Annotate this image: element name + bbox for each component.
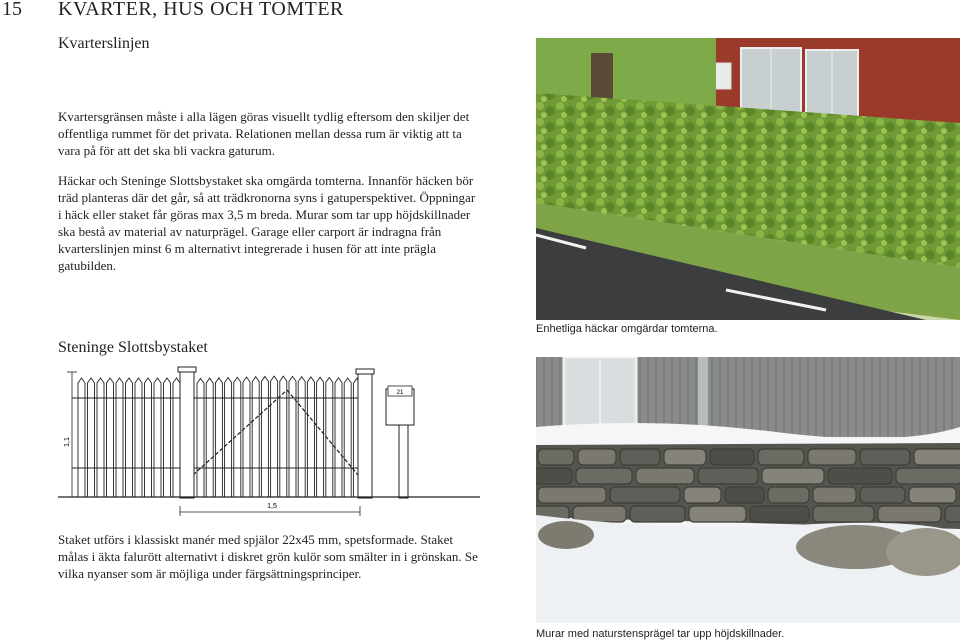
- fence-picket: [173, 378, 180, 497]
- fence-picket: [145, 378, 152, 497]
- fence-picket: [344, 378, 351, 497]
- wall-stone: [710, 449, 754, 465]
- stone-wall-photo-caption: Murar med naturstensprägel tar upp höjdskillnader.: [536, 628, 785, 640]
- paragraph-hedges: Häckar och Steninge Slottsbystaket ska omgärda tomterna. Innanför häcken bör träd planteras där det går, så att trädkronorna syns i gatuperspektivet. Öppningar i häck eller staket får göras max 3,5 m breda. Murar som tar upp höjdskillnader ska bestå av material av naturprägel. Garage eller carport är indragna från kvarterslinjen minst 6 m alternativt integrerade i husen för att inte prägla gatubilden.: [58, 173, 476, 273]
- fence-picket: [197, 378, 204, 497]
- wall-stone: [768, 487, 809, 503]
- fence-picket: [126, 378, 133, 497]
- height-dimension-label: 1,1: [64, 437, 71, 447]
- fence-picket: [116, 378, 123, 497]
- wall-stone: [538, 487, 606, 503]
- wall-stone: [538, 449, 574, 465]
- fence-svg: [58, 362, 483, 517]
- fence-picket: [317, 377, 324, 497]
- fence-pickets: [78, 376, 360, 497]
- page-number: 15: [2, 0, 22, 20]
- fence-section-title: Steninge Slottsbystaket: [58, 339, 208, 356]
- fence-picket: [215, 378, 222, 497]
- fence-drawing: [58, 362, 483, 517]
- wall-stone: [914, 449, 960, 465]
- wall-stone: [620, 449, 660, 465]
- fence-picket: [88, 378, 95, 497]
- wall-stone: [808, 449, 856, 465]
- wall-stone: [636, 468, 694, 484]
- wall-stone: [828, 468, 892, 484]
- fence-picket: [335, 378, 342, 497]
- wall-stone: [909, 487, 956, 503]
- page-heading: KVARTER, HUS OCH TOMTER: [58, 0, 344, 20]
- width-dimension-label: 1,5: [267, 503, 277, 510]
- gate-post-left: [180, 368, 194, 498]
- wall-stone: [813, 506, 874, 522]
- fence-picket: [135, 378, 142, 497]
- wall-stone: [896, 468, 960, 484]
- wall-stone: [813, 487, 856, 503]
- wall-stone: [576, 468, 632, 484]
- fence-picket: [225, 378, 232, 497]
- stone-wall-photo-svg: [536, 357, 960, 623]
- wall-stone: [573, 506, 626, 522]
- boulder: [538, 521, 594, 549]
- wall-stone: [878, 506, 941, 522]
- gate-post-right: [358, 370, 372, 498]
- fence-picket: [78, 378, 85, 497]
- hedge-photo-caption: Enhetliga häckar omgärdar tomterna.: [536, 323, 718, 335]
- wall-stone: [684, 487, 721, 503]
- wall-stone: [758, 449, 804, 465]
- wall-stone: [536, 468, 572, 484]
- fence-picket: [298, 377, 305, 497]
- fence-picket: [107, 378, 114, 497]
- stone-wall-photo: [536, 357, 960, 623]
- wall-stone: [630, 506, 685, 522]
- wall-stone: [860, 449, 910, 465]
- fence-picket: [97, 378, 104, 497]
- fence-picket: [164, 378, 171, 497]
- fence-picket: [280, 376, 287, 497]
- wall-stone: [578, 449, 616, 465]
- wall-stone: [689, 506, 746, 522]
- section-subheading: Kvarterslinjen: [58, 35, 150, 52]
- hedge-photo: [536, 38, 960, 320]
- wall-stone: [610, 487, 680, 503]
- mailbox-number: 21: [396, 390, 404, 396]
- wall-stone: [698, 468, 758, 484]
- wall-stone: [762, 468, 824, 484]
- wall-stone: [945, 506, 960, 522]
- wall-stone: [725, 487, 764, 503]
- fence-picket: [206, 378, 213, 497]
- wall-stone: [750, 506, 809, 522]
- paragraph-intro: Kvartersgränsen måste i alla lägen göras visuellt tydlig eftersom den skiljer det offentliga rummet för det privata. Relationen mellan dessa rum är viktig att ta vara på för att det ska bli vackra gaturum.: [58, 109, 470, 158]
- paragraph-fence: Staket utförs i klassiskt manér med spjälor 22x45 mm, spetsformade. Staket målas i äkta falurött alternativt i diskret grön kulör som smälter in i grönskan. Se vilka nyanser som är möjliga under färgsättningsprinciper.: [58, 532, 478, 581]
- gate-post-right-cap: [356, 369, 374, 374]
- gate-post-left-cap: [178, 367, 196, 372]
- fence-picket: [243, 377, 250, 497]
- fence-picket: [261, 376, 268, 497]
- fence-picket: [154, 378, 161, 497]
- wall-stone: [860, 487, 905, 503]
- fence-picket: [271, 376, 278, 497]
- fence-picket: [289, 376, 296, 497]
- fence-picket: [252, 377, 259, 497]
- hedge-photo-svg: [536, 38, 960, 320]
- wall-stone: [664, 449, 706, 465]
- fence-picket: [307, 377, 314, 497]
